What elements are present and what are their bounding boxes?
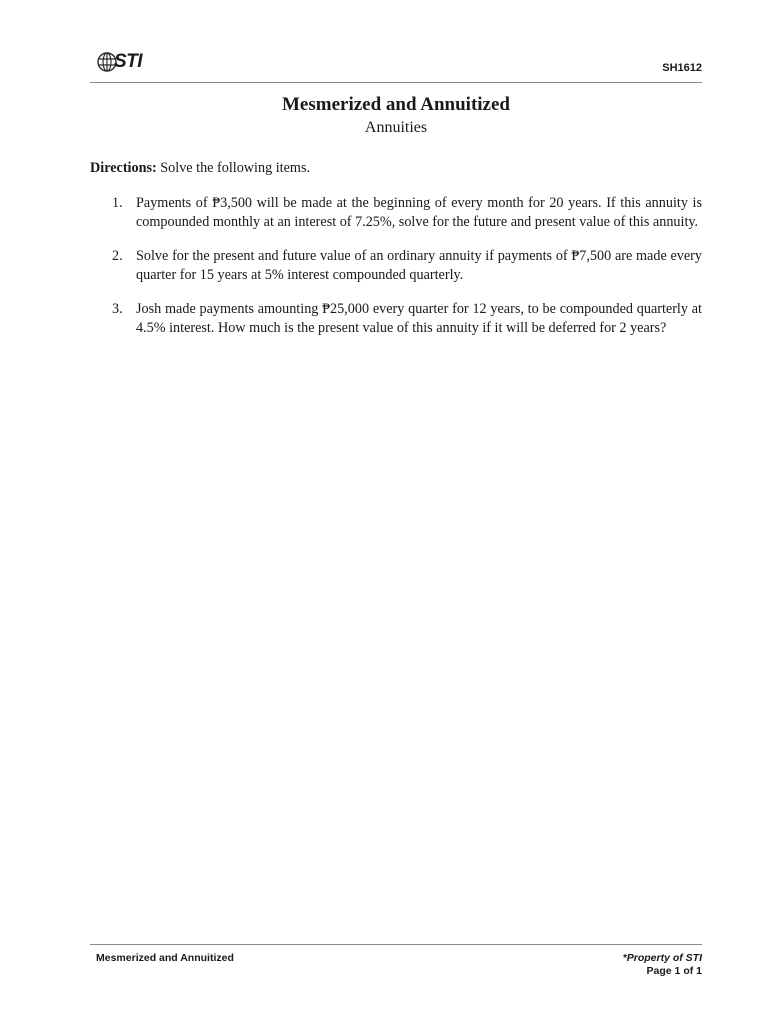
footer-title: Mesmerized and Annuitized <box>96 952 234 964</box>
page-header <box>90 46 702 83</box>
list-item <box>90 300 702 337</box>
list-item <box>90 194 702 231</box>
document-code: SH1612 <box>662 62 702 74</box>
page-subtitle: Annuities <box>364 119 428 136</box>
list-item <box>90 247 702 284</box>
logo-text: STI <box>114 51 143 72</box>
directions-label: Directions: <box>90 160 157 176</box>
sti-logo <box>96 50 142 74</box>
item-number: 2. <box>112 248 123 264</box>
item-number: 1. <box>112 195 123 211</box>
directions-text: Solve the following items. <box>156 160 311 176</box>
item-text: Josh made payments amounting ₱25,000 every quarter for 12 years, to be compounded quarterly at 4.5% interest. How much is the present value of this annuity if it will be deferred for 2 years? <box>136 301 702 336</box>
problem-list <box>90 194 702 337</box>
page-footer <box>90 944 702 977</box>
footer-info <box>623 952 702 978</box>
property-notice: *Property of STI <box>622 952 702 964</box>
directions <box>90 159 702 177</box>
title-block <box>90 94 702 139</box>
page-number: Page 1 of 1 <box>646 965 702 977</box>
item-number: 3. <box>112 301 123 317</box>
item-text: Solve for the present and future value of an ordinary annuity if payments of ₱7,500 are made every quarter for 15 years at 5% interest compounded quarterly. <box>136 248 702 283</box>
page-title: Mesmerized and Annuitized <box>282 94 510 115</box>
item-text: Payments of ₱3,500 will be made at the beginning of every month for 20 years. If this annuity is compounded monthly at an interest of 7.25%, solve for the future and present value of this annuity. <box>136 195 702 230</box>
